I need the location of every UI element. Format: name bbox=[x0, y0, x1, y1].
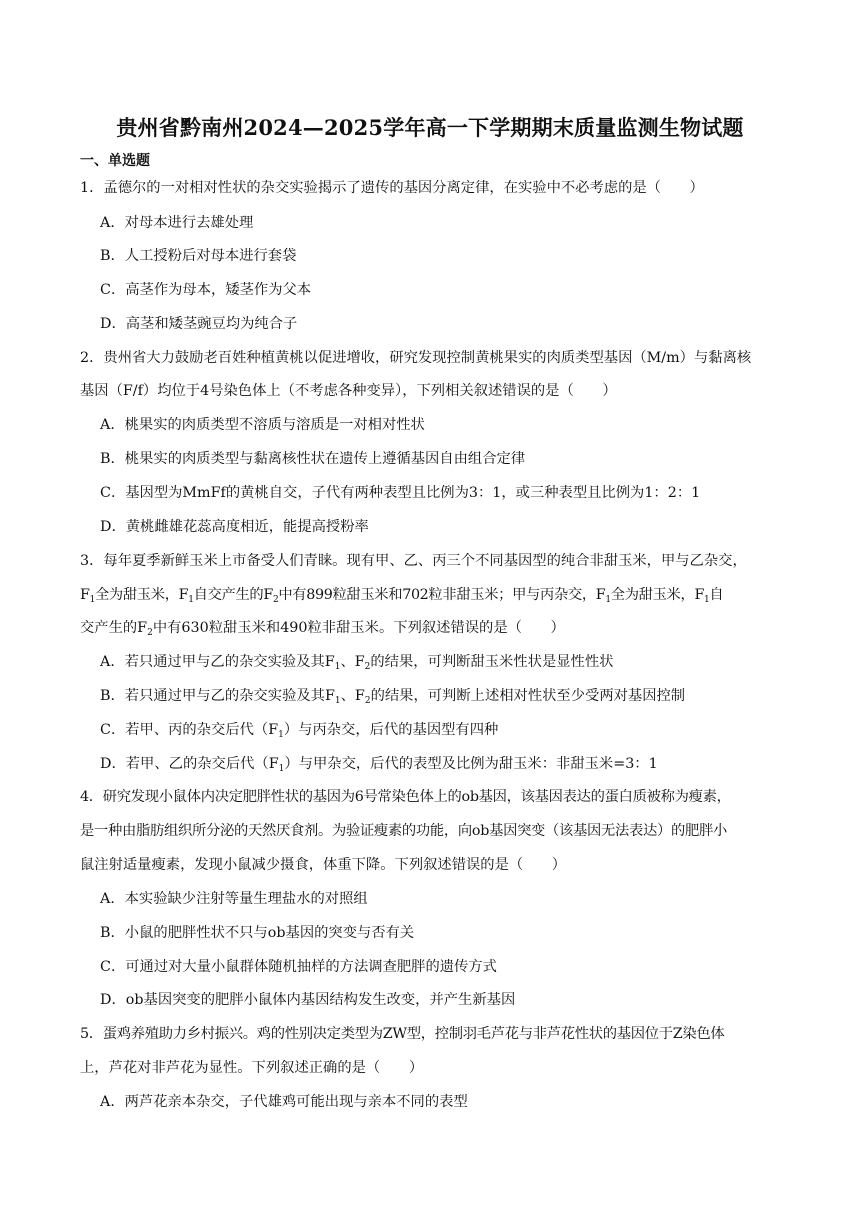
page-title: 贵州省黔南州2024—2025学年高一下学期期末质量监测生物试题 bbox=[116, 115, 744, 140]
question-4-stem-line-1: 4．研究发现小鼠体内决定肥胖性状的基因为6号常染色体上的ob基因，该基因表达的蛋白质被称为瘦素， bbox=[80, 789, 731, 805]
question-5-stem-line-1: 5．蛋鸡养殖助力乡村振兴。鸡的性别决定类型为ZW型，控制羽毛芦花与非芦花性状的基因位于Z染色体 bbox=[80, 1026, 725, 1042]
question-2-stem-line-1: 2．贵州省大力鼓励老百姓种植黄桃以促进增收，研究发现控制黄桃果实的肉质类型基因（M/m）与黏离核 bbox=[80, 350, 752, 366]
question-1-option-c: C．高茎作为母本，矮茎作为父本 bbox=[100, 282, 312, 298]
question-4-option-b: B．小鼠的肥胖性状不只与ob基因的突变与否有关 bbox=[100, 925, 415, 941]
question-2-option-a: A．桃果实的肉质类型不溶质与溶质是一对相对性状 bbox=[100, 417, 425, 433]
question-5-stem-line-2: 上，芦花对非芦花为显性。下列叙述正确的是（ ） bbox=[80, 1060, 424, 1076]
section-heading: 一、单选题 bbox=[80, 153, 150, 169]
question-4-stem-line-3: 鼠注射适量瘦素，发现小鼠减少摄食，体重下降。下列叙述错误的是（ ） bbox=[80, 857, 567, 873]
question-3-option-a: A．若只通过甲与乙的杂交实验及其$F_1$、$F_2$的结果，可判断甜玉米性状是显性性状 bbox=[100, 654, 614, 672]
question-3-stem-line-1: 3．每年夏季新鲜玉米上市备受人们青睐。现有甲、乙、丙三个不同基因型的纯合非甜玉米，甲与乙杂交， bbox=[80, 553, 747, 569]
question-1-option-b: B．人工授粉后对母本进行套袋 bbox=[100, 248, 297, 264]
question-3-option-d: D．若甲、乙的杂交后代$(F_1)$与甲杂交，后代的表型及比例为甜玉米：非甜玉米=3：1 bbox=[100, 756, 658, 774]
question-3-stem-line-2: $F_1$全为甜玉米，$F_1$自交产生的$F_2$中有899粒甜玉米和702粒非甜玉米；甲与丙杂交，$F_1$全为甜玉米，$F_1$自 bbox=[80, 587, 724, 605]
question-4-stem-line-2: 是一种由脂肪组织所分泌的天然厌食剂。为验证瘦素的功能，向ob基因突变（该基因无法表达）的肥胖小 bbox=[80, 823, 728, 839]
question-4-option-a: A．本实验缺少注射等量生理盐水的对照组 bbox=[100, 891, 368, 907]
question-2-stem-line-2: 基因（F/f）均位于4号染色体上（不考虑各种变异），下列相关叙述错误的是（ ） bbox=[80, 383, 617, 399]
question-3-stem-line-3: 交产生的$F_2$中有630粒甜玉米和490粒非甜玉米。下列叙述错误的是（ ） bbox=[80, 620, 565, 638]
question-1-option-a: A．对母本进行去雄处理 bbox=[100, 215, 254, 231]
question-1-option-d: D．高茎和矮茎豌豆均为纯合子 bbox=[100, 316, 298, 332]
question-4-option-c: C．可通过对大量小鼠群体随机抽样的方法调查肥胖的遗传方式 bbox=[100, 959, 497, 975]
question-3-option-b: B．若只通过甲与乙的杂交实验及其$F_1$、$F_2$的结果，可判断上述相对性状至少受两对基因控制 bbox=[100, 688, 686, 706]
question-3-option-c: C．若甲、丙的杂交后代$(F_1)$与丙杂交，后代的基因型有四种 bbox=[100, 722, 499, 740]
question-5-option-a: A．两芦花亲本杂交，子代雄鸡可能出现与亲本不同的表型 bbox=[100, 1094, 468, 1110]
question-1-stem: 1．孟德尔的一对相对性状的杂交实验揭示了遗传的基因分离定律，在实验中不必考虑的是（ ） bbox=[80, 180, 704, 196]
question-2-option-b: B．桃果实的肉质类型与黏离核性状在遗传上遵循基因自由组合定律 bbox=[100, 451, 526, 467]
question-2-option-c: C．基因型为MmFf的黄桃自交，子代有两种表型且比例为3：1，或三种表型且比例为1：2：1 bbox=[100, 485, 701, 501]
question-2-option-d: D．黄桃雌雄花蕊高度相近，能提高授粉率 bbox=[100, 519, 369, 535]
question-4-option-d: D．ob基因突变的肥胖小鼠体内基因结构发生改变，并产生新基因 bbox=[100, 992, 516, 1008]
